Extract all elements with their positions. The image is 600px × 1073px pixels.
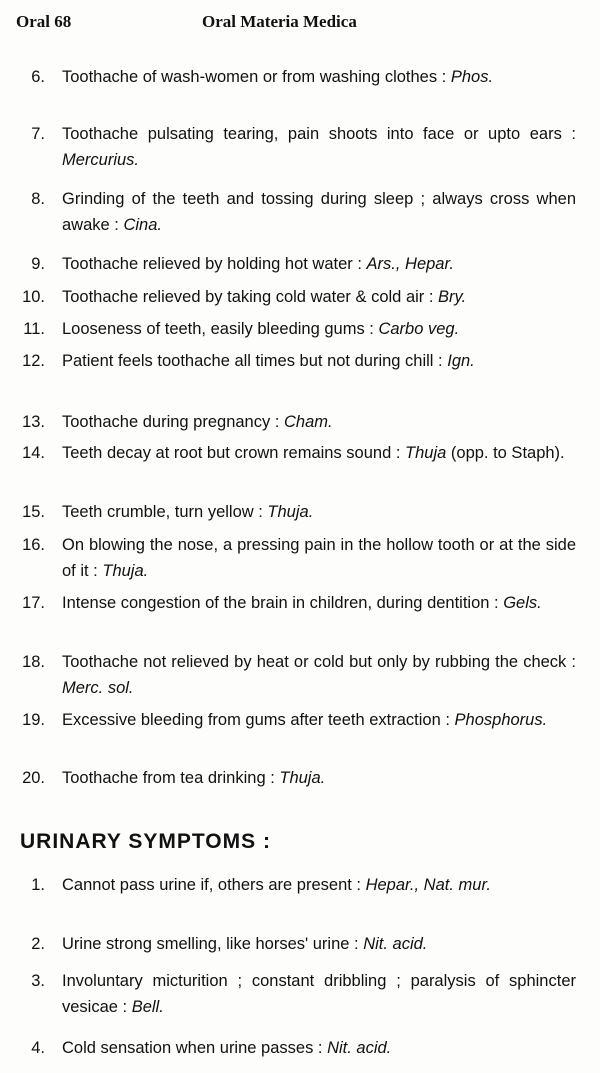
remedy: Cina. [123,216,162,234]
item-number: 9. [31,255,45,273]
item-text: Teeth crumble, turn yellow : Thuja. [62,503,314,521]
remedy: Carbo veg. [378,320,460,338]
remedy: Merc. sol. [62,679,134,697]
remedy: Phos. [450,68,494,86]
remedy: Ign. [447,352,475,370]
item-text: Toothache not relieved by heat or cold but only by rubbing the check : Merc. sol. [62,653,576,697]
item-number: 15. [22,503,45,521]
item-text: Urine strong smelling, like horses' urine : Nit. acid. [62,935,428,953]
page-header [16,12,586,34]
item-number: 7. [31,125,45,143]
remedy: Gels. [503,594,542,612]
item-text: Toothache relieved by holding hot water : Ars., Hepar. [62,255,454,273]
item-number: 2. [31,935,45,953]
item-number: 17. [22,594,45,612]
item-number: 11. [23,320,45,338]
remedy: Thuja. [279,769,326,787]
section-heading: URINARY SYMPTOMS : [20,830,271,853]
item-number: 12. [22,352,45,370]
item-text: Excessive bleeding from gums after teeth extraction : Phosphorus. [62,711,548,729]
item-text: Toothache of wash-women or from washing clothes : Phos. [62,68,494,86]
item-number: 20. [22,769,45,787]
item-text: Teeth decay at root but crown remains sound : Thuja (opp. to Staph). [62,444,565,462]
remedy: Thuja. [267,503,314,521]
item-text: Toothache pulsating tearing, pain shoots into face or upto ears : Mercurius. [62,125,576,169]
item-text: Patient feels toothache all times but not during chill : Ign. [62,352,475,370]
remedy: Thuja [405,444,447,462]
item-number: 8. [31,190,45,208]
item-number: 14. [22,444,45,462]
item-text: Intense congestion of the brain in children, during dentition : Gels. [62,594,542,612]
item-text: Looseness of teeth, easily bleeding gums : Carbo veg. [62,320,460,338]
item-number: 16. [22,536,45,554]
remedy: Thuja. [102,562,149,580]
item-number: 6. [31,68,45,86]
item-text: Toothache during pregnancy : Cham. [62,413,333,431]
item-text: Cold sensation when urine passes : Nit. acid. [62,1039,392,1057]
item-text: Toothache from tea drinking : Thuja. [62,769,326,787]
item-number: 3. [31,972,45,990]
remedy: Hepar., Nat. mur. [365,876,491,894]
item-text: Grinding of the teeth and tossing during sleep ; always cross when awake : Cina. [62,190,576,234]
remedy: Nit. acid. [327,1039,392,1057]
remedy: Nit. acid. [363,935,428,953]
remedy: Bell. [131,998,164,1016]
item-text: Toothache relieved by taking cold water & cold air : Bry. [62,288,467,306]
book-title: Oral Materia Medica [202,12,357,31]
remedy: Bry. [438,288,467,306]
remedy: Ars., Hepar. [366,255,454,273]
running-head: Oral 68 [16,12,72,31]
item-number: 10. [22,288,45,306]
item-number: 4. [31,1039,45,1057]
remedy: Phosphorus. [454,711,548,729]
remedy: Mercurius. [62,151,140,169]
item-number: 19. [22,711,45,729]
item-text: Cannot pass urine if, others are present : Hepar., Nat. mur. [62,876,491,894]
item-number: 1. [31,876,45,894]
item-text: On blowing the nose, a pressing pain in the hollow tooth or at the side of it : Thuja. [62,536,576,580]
item-number: 18. [22,653,45,671]
item-text: Involuntary micturition ; constant dribbling ; paralysis of sphincter vesicae : Bell. [62,972,576,1016]
remedy: Cham. [284,413,333,431]
item-number: 13. [22,413,45,431]
